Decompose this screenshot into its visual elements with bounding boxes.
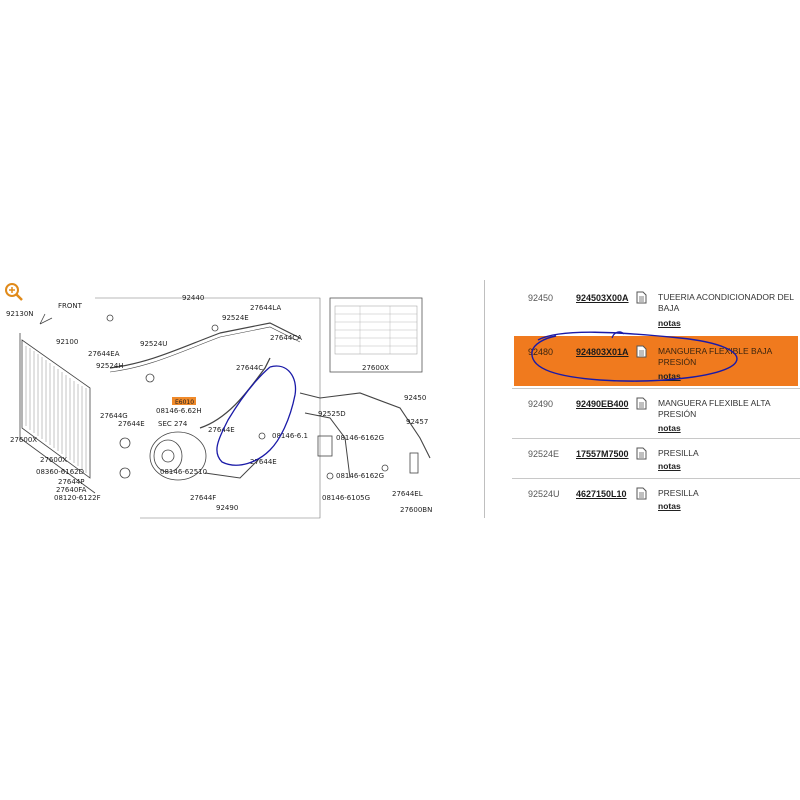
part-description: TUEERIA ACONDICIONADOR DEL BAJA <box>658 292 794 313</box>
part-number-link[interactable]: 17557M7500 <box>576 449 629 459</box>
list-item[interactable] <box>512 438 800 477</box>
notes-link[interactable]: notas <box>658 318 681 328</box>
callout-92524e[interactable]: 92524E <box>222 314 249 322</box>
callout-27644f[interactable]: 27644F <box>190 494 217 502</box>
callout-27600bn[interactable]: 27600BN <box>400 506 433 514</box>
callout-27644e-low[interactable]: 27644E <box>250 458 277 466</box>
callout-27644e[interactable]: 27644E <box>118 420 145 428</box>
callout-92525d[interactable]: 92525D <box>318 410 346 418</box>
callout-08146-62510[interactable]: 08146-62510 <box>160 468 208 476</box>
callout-sec-274[interactable]: SEC 274 <box>158 420 188 428</box>
callout-92100[interactable]: 92100 <box>56 338 79 346</box>
notes-link[interactable]: notas <box>658 423 681 433</box>
callout-92457[interactable]: 92457 <box>406 418 429 426</box>
callout-08146-6162g[interactable]: 08146-6162G <box>336 434 385 442</box>
list-item[interactable] <box>512 478 800 519</box>
callout-label-sticker[interactable]: 27600X <box>362 364 390 372</box>
part-description: PRESILLA <box>658 488 699 498</box>
parts-list <box>486 280 800 520</box>
callout-27600x-left[interactable]: 27600X <box>10 436 38 444</box>
ref-number: 92480 <box>528 347 554 357</box>
callout-27644ea[interactable]: 27644EA <box>88 350 120 358</box>
label-sticker <box>330 298 422 372</box>
ref-number: 92490 <box>528 399 554 409</box>
callout-08146-6162g-low[interactable]: 08146-6162G <box>336 472 385 480</box>
front-label: FRONT <box>58 302 82 310</box>
document-icon[interactable] <box>636 291 647 304</box>
callout-27644ca[interactable]: 27644CA <box>270 334 302 342</box>
callout-08360[interactable]: 08360-6162D <box>36 468 84 476</box>
callout-27644p[interactable]: 27644P <box>58 478 85 486</box>
callout-92524h[interactable]: 92524H <box>96 362 124 370</box>
callout-08120[interactable]: 08120-6122F <box>54 494 101 502</box>
callout-27644g[interactable]: 27644G <box>100 412 128 420</box>
callout-27640fa[interactable]: 27640FA <box>56 486 87 494</box>
list-item-selected[interactable] <box>514 336 798 386</box>
callout-92450[interactable]: 92450 <box>404 394 427 402</box>
callout-92130n[interactable]: 92130N <box>6 310 34 318</box>
document-icon[interactable] <box>636 447 647 460</box>
callout-08146-662h[interactable]: 08146-6.62H <box>156 407 202 415</box>
part-number-link[interactable]: 924503X00A <box>576 293 629 303</box>
panel-divider <box>484 280 485 518</box>
part-number-link[interactable]: 924803X01A <box>576 347 629 357</box>
callout-27644el[interactable]: 27644EL <box>392 490 423 498</box>
callout-08146-61[interactable]: 08146-6.1 <box>272 432 308 440</box>
callout-92440[interactable]: 92440 <box>182 294 205 302</box>
list-item[interactable] <box>512 280 800 334</box>
notes-link[interactable]: notas <box>658 501 681 511</box>
callout-27644e-mid[interactable]: 27644E <box>208 426 235 434</box>
parts-diagram[interactable] <box>0 278 484 522</box>
part-number-link[interactable]: 92490EB400 <box>576 399 629 409</box>
callout-92490[interactable]: 92490 <box>216 504 239 512</box>
part-description: PRESILLA <box>658 448 699 458</box>
notes-link[interactable]: notas <box>658 371 681 381</box>
callout-08146-6105[interactable]: 08146-6105G <box>322 494 371 502</box>
callout-92524u[interactable]: 92524U <box>140 340 168 348</box>
part-number-link[interactable]: 4627150L10 <box>576 489 627 499</box>
document-icon[interactable] <box>636 397 647 410</box>
part-description: MANGUERA FLEXIBLE ALTA PRESIÓN <box>658 398 771 419</box>
part-description: MANGUERA FLEXIBLE BAJA PRESIÓN <box>658 346 772 367</box>
document-icon[interactable] <box>636 345 647 358</box>
callout-27644c[interactable]: 27644C <box>236 364 264 372</box>
ref-number: 92450 <box>528 293 554 303</box>
notes-link[interactable]: notas <box>658 461 681 471</box>
orange-tag-label: E6010 <box>175 399 195 406</box>
ref-number: 92524E <box>528 449 560 459</box>
document-icon[interactable] <box>636 487 647 500</box>
callout-27644la[interactable]: 27644LA <box>250 304 282 312</box>
ref-number: 92524U <box>528 489 560 499</box>
list-item[interactable] <box>512 388 800 437</box>
callout-27600x[interactable]: 27600X <box>40 456 68 464</box>
